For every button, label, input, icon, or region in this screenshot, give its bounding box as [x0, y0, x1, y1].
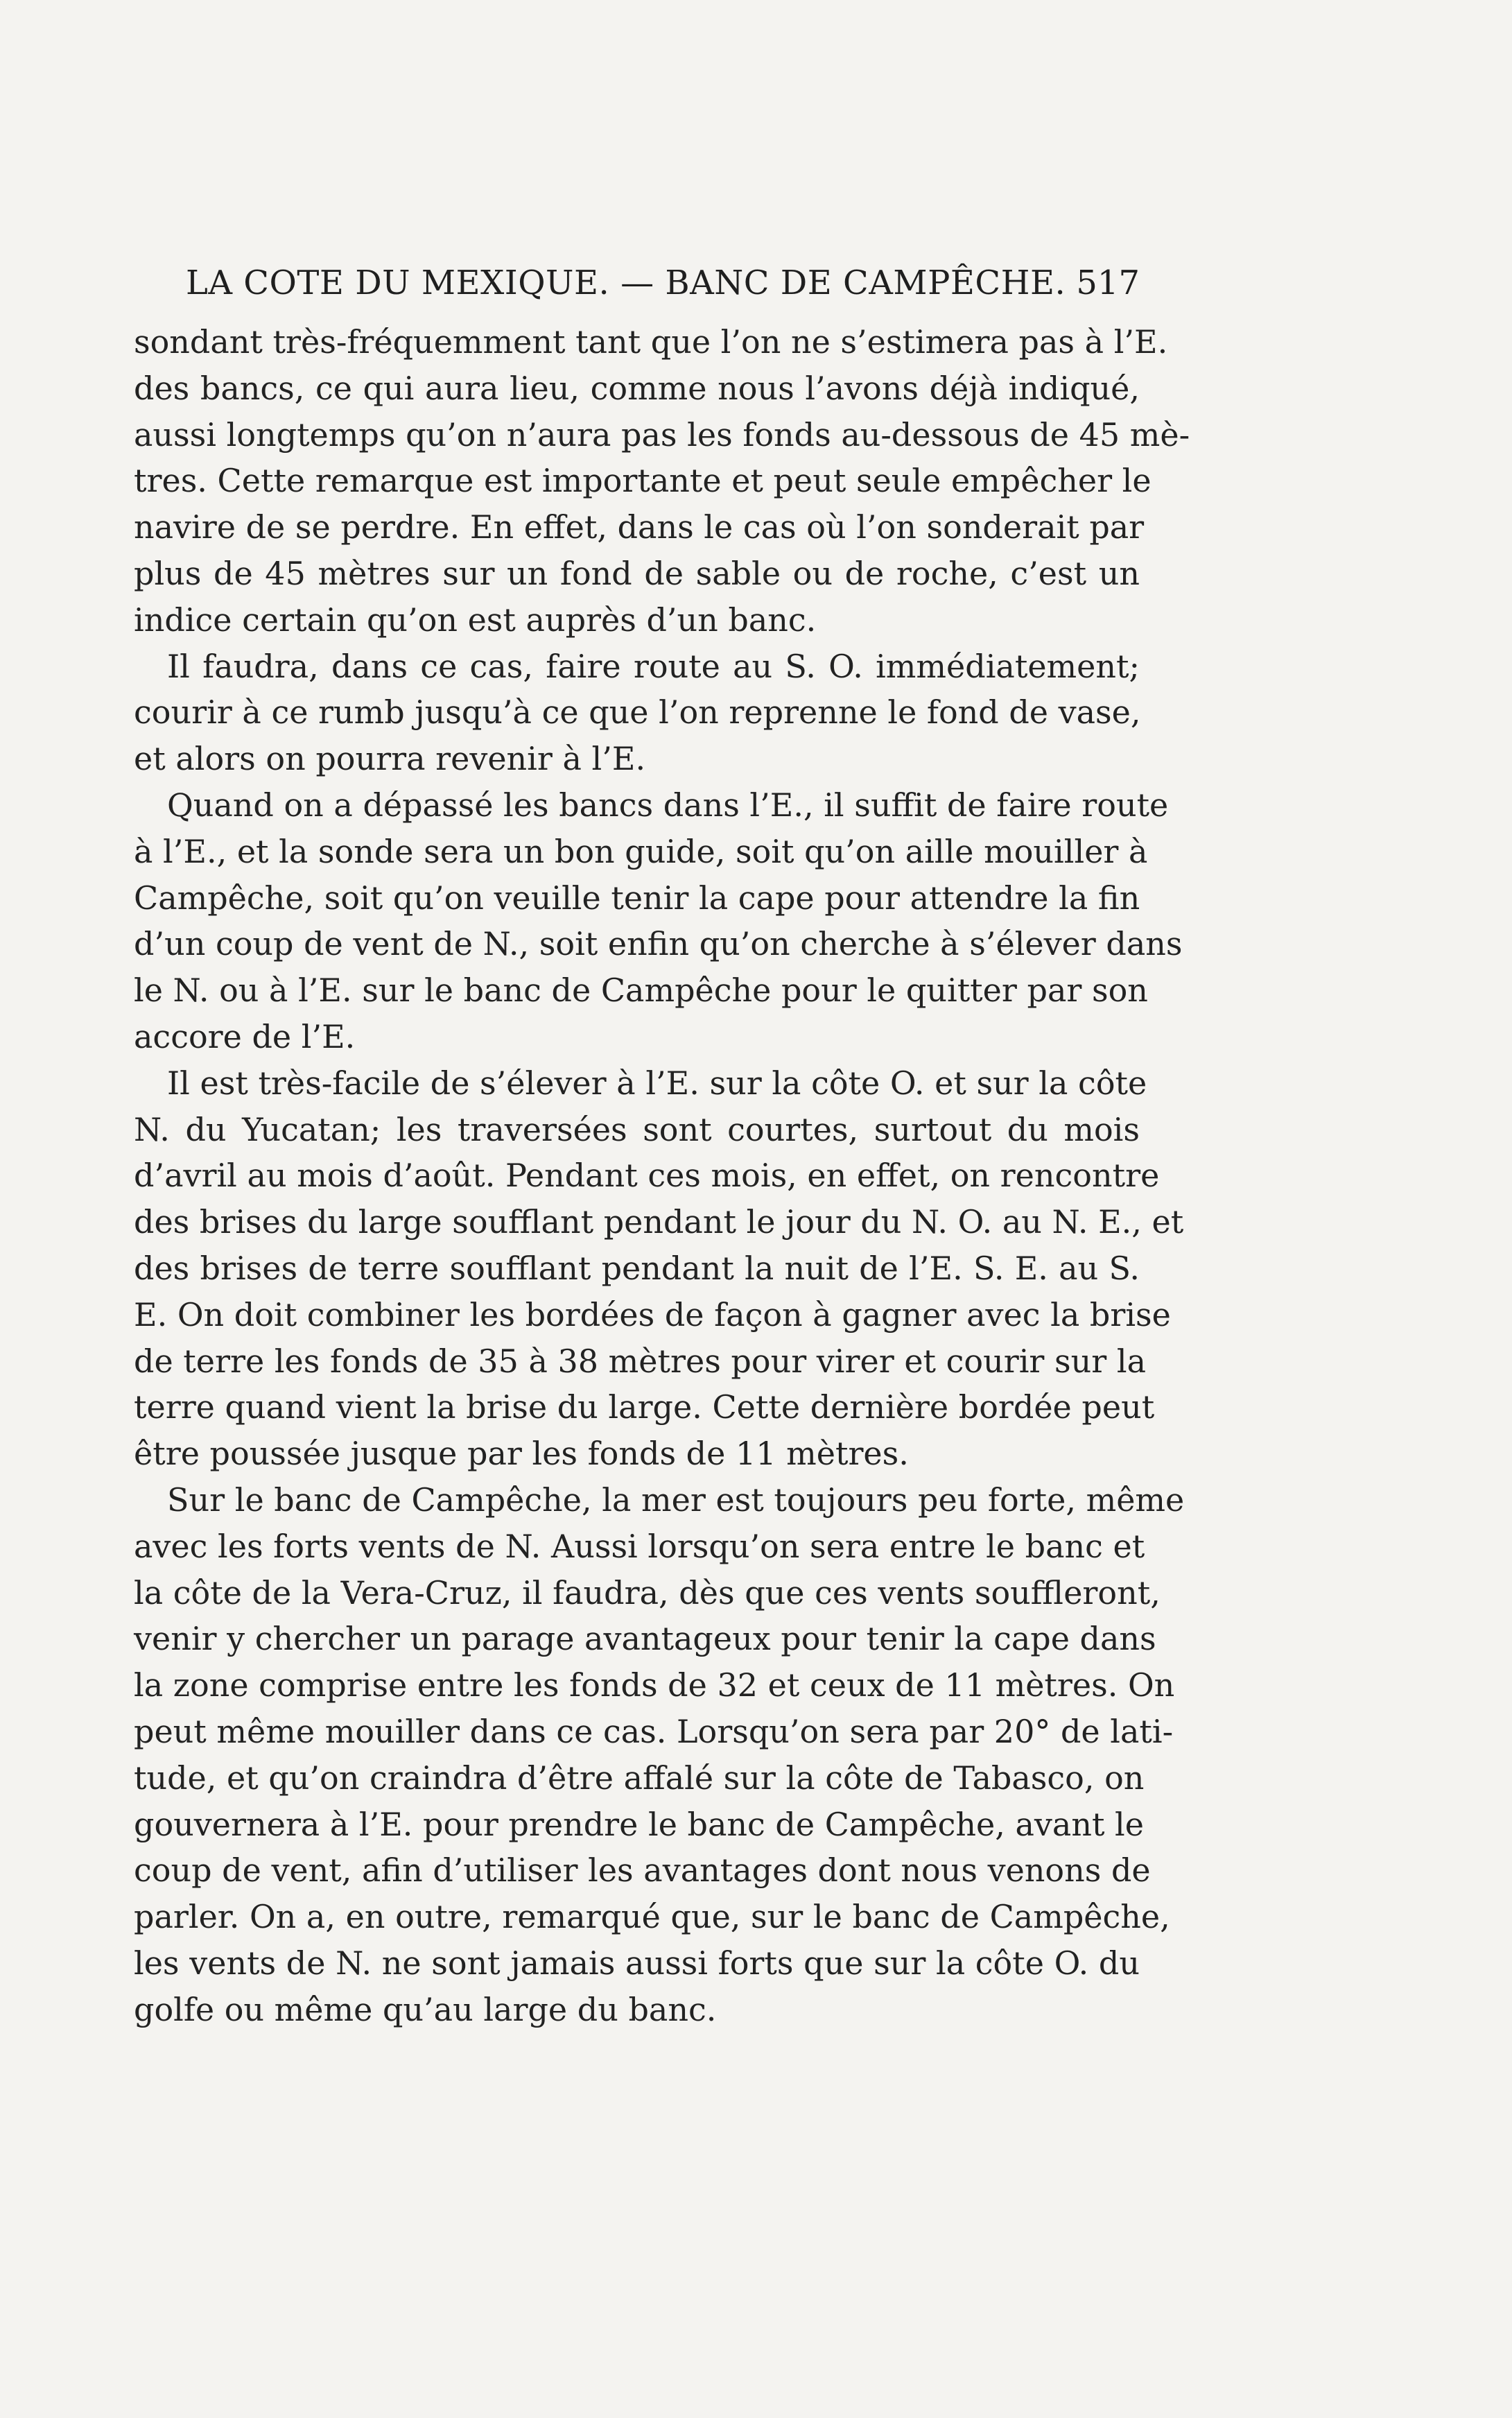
- text-line: la côte de la Vera-Cruz, il faudra, dès que ces vents souffleront,: [134, 1573, 1161, 1612]
- text-line: tres. Cette remarque est importante et peut seule empêcher le: [134, 462, 1152, 500]
- running-header: [186, 264, 1140, 312]
- text-line: peut même mouiller dans ce cas. Lorsqu’on sera par 20° de lati-: [134, 1712, 1174, 1750]
- page-number: 517: [1076, 264, 1140, 302]
- text-line: de terre les fonds de 35 à 38 mètres pour virer et courir sur la: [134, 1342, 1147, 1380]
- text-line: E. On doit combiner les bordées de façon à gagner avec la brise: [134, 1295, 1171, 1333]
- paragraph: [134, 644, 1140, 782]
- text-line: plus de 45 mètres sur un fond de sable ou de roche, c’est un: [134, 554, 1140, 592]
- text-line: Quand on a dépassé les bancs dans l’E., il suffit de faire route: [167, 786, 1169, 824]
- text-line: avec les forts vents de N. Aussi lorsqu’on sera entre le banc et: [134, 1527, 1145, 1565]
- paragraph: [134, 1060, 1184, 1477]
- text-line: à l’E., et la sonde sera un bon guide, soit qu’on aille mouiller à: [134, 832, 1148, 870]
- text-line: des brises de terre soufflant pendant la nuit de l’E. S. E. au S.: [134, 1249, 1140, 1287]
- text-line: courir à ce rumb jusqu’à ce que l’on reprenne le fond de vase,: [134, 693, 1141, 732]
- text-line: des bancs, ce qui aura lieu, comme nous l’avons déjà indiqué,: [134, 369, 1140, 407]
- text-line: sondant très-fréquemment tant que l’on ne s’estimera pas à l’E.: [134, 323, 1168, 361]
- body-text: [134, 319, 1190, 2032]
- text-line: terre quand vient la brise du large. Cette dernière bordée peut: [134, 1388, 1155, 1426]
- text-line: les vents de N. ne sont jamais aussi forts que sur la côte O. du: [134, 1944, 1140, 1982]
- text-line: être poussée jusque par les fonds de 11 mètres.: [134, 1435, 909, 1473]
- text-line: gouvernera à l’E. pour prendre le banc de Campêche, avant le: [134, 1805, 1144, 1843]
- text-line: parler. On a, en outre, remarqué que, sur le banc de Campêche,: [134, 1898, 1170, 1936]
- text-line: N. du Yucatan; les traversées sont courtes, surtout du mois: [134, 1110, 1140, 1148]
- paragraph: [134, 1477, 1185, 2033]
- text-line: Il faudra, dans ce cas, faire route au S. O. immédiatement;: [167, 647, 1140, 685]
- text-line: aussi longtemps qu’on n’aura pas les fonds au-dessous de 45 mè-: [134, 415, 1190, 454]
- bleed-through-margin-note: [1172, 416, 1400, 589]
- text-line: et alors on pourra revenir à l’E.: [134, 740, 646, 778]
- text-line: le N. ou à l’E. sur le banc de Campêche pour le quitter par son: [134, 971, 1148, 1010]
- text-line: des brises du large soufflant pendant le jour du N. O. au N. E., et: [134, 1203, 1184, 1241]
- text-line: tude, et qu’on craindra d’être affalé sur la côte de Tabasco, on: [134, 1759, 1145, 1797]
- text-line: la zone comprise entre les fonds de 32 et ceux de 11 mètres. On: [134, 1666, 1175, 1704]
- text-line: venir y chercher un parage avantageux pour tenir la cape dans: [134, 1620, 1156, 1658]
- text-line: Sur le banc de Campêche, la mer est toujours peu forte, même: [167, 1480, 1185, 1519]
- text-line: Campêche, soit qu’on veuille tenir la cape pour attendre la fin: [134, 879, 1140, 917]
- text-line: Il est très-facile de s’élever à l’E. sur la côte O. et sur la côte: [167, 1064, 1147, 1102]
- running-title: LA COTE DU MEXIQUE. — BANC DE CAMPÊCHE.: [186, 264, 1066, 302]
- paragraph: [134, 782, 1183, 1060]
- text-line: d’avril au mois d’août. Pendant ces mois, en effet, on rencontre: [134, 1157, 1160, 1195]
- text-line: coup de vent, afin d’utiliser les avantages dont nous venons de: [134, 1851, 1151, 1890]
- paragraph: [134, 319, 1190, 644]
- text-line: navire de se perdre. En effet, dans le cas où l’on sonderait par: [134, 508, 1145, 546]
- text-line: accore de l’E.: [134, 1017, 356, 1055]
- text-line: indice certain qu’on est auprès d’un banc.: [134, 601, 817, 639]
- text-line: golfe ou même qu’au large du banc.: [134, 1990, 717, 2028]
- text-line: d’un coup de vent de N., soit enfin qu’on cherche à s’élever dans: [134, 925, 1183, 963]
